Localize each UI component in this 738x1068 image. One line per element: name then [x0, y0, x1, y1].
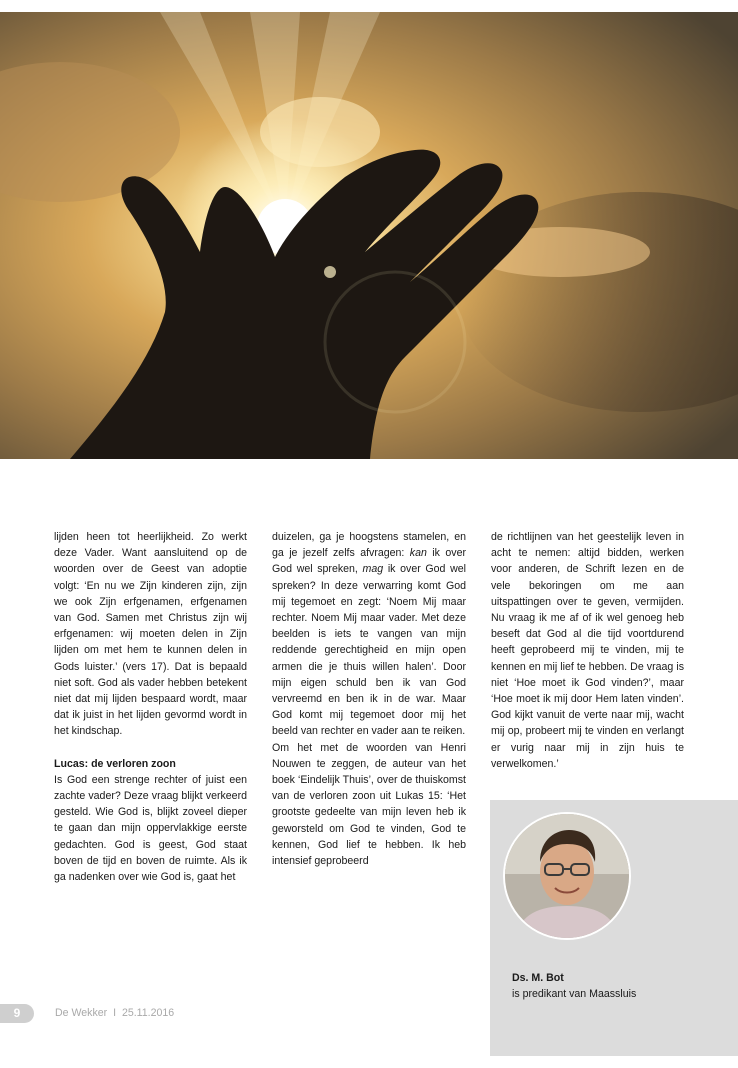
paragraph: Om het met de woorden van Henri Nouwen te zeggen, de auteur van het boek ‘Eindelijk Thuis’, over de thuiskomst van de verloren zoon uit Lukas 15: ‘Het grootste gedeelte van mijn leven heb ik geworsteld om God te vinden, God te kennen, God lief te hebben. Ik heb intensief geprobeerd	[272, 741, 466, 868]
article-column-2	[272, 529, 466, 869]
paragraph: de richtlijnen van het geestelijk leven in acht te nemen: altijd bidden, werken voor anderen, de Schrift lezen en de vele bekoringen om me aan uitspattingen over te geven, vermijden. Nu vraag ik me af of ik wel genoeg heb beseft dat God al die tijd voortdurend heeft geprobeerd mij te vinden, mij te kennen en mij lief te hebben. De vraag is niet ‘Hoe moet ik God vinden?’, maar ‘Hoe moet ik mij door Hem laten vinden’. God kijkt vanuit de verte naar mij, wacht mij op, probeert mij te vinden en verlangt er vurig naar mij in zijn huis te verwelkomen.’	[491, 531, 684, 770]
article-column-1	[54, 529, 247, 885]
publication-date: 25.11.2016	[121, 1007, 175, 1019]
footer-separator: I	[113, 1007, 117, 1019]
paragraph	[272, 529, 466, 740]
paragraph: Is God een strenge rechter of juist een zachte vader? Deze vraag blijkt verkeerd gesteld. Wie God is, blijkt zoveel dieper te gaan dan mijn oppervlakkige eerste gedachten. God is geest, God staat boven de tijd en boven de ruimte. Als ik ga nadenken over wie God is, gaat het	[54, 773, 247, 884]
text-run: ik over God wel spreken,	[272, 547, 466, 576]
footer-publication	[55, 1005, 174, 1021]
emphasis: kan	[409, 547, 427, 560]
author-portrait	[503, 812, 631, 940]
emphasis: mag	[362, 563, 384, 576]
publication-name: De Wekker	[55, 1007, 108, 1019]
hero-photo-hand-sunlight	[0, 12, 738, 459]
paragraph: lijden heen tot heerlijkheid. Zo werkt deze Vader. Want aansluitend op de woorden over de Geest van adoptie volgt: ‘En nu we Zijn kinderen zijn, zijn we ook Zijn erfgenamen, erfgenamen van God. Samen met Christus zijn wij erfgenamen: wij moeten delen in Zijn lijden om met hem te kunnen delen in Gods luister.’ (vers 17). Dat is bepaald niet soft. God als vader hebben betekent niet dat mij lijden bespaard wordt, maar dat ik juist in het lijden gevormd wordt in het kindschap.	[54, 531, 247, 738]
section-subheading: Lucas: de verloren zoon	[54, 757, 176, 770]
author-name: Ds. M. Bot	[512, 972, 564, 984]
text-run: duizelen, ga je hoogstens stamelen, en ga je jezelf zelfs afvragen:	[272, 531, 466, 560]
article-column-3	[491, 529, 684, 772]
text-run: ik over God wel spreken? In deze verwarring komt God mij tegemoet en zegt: ‘Noem Mij maar rechter. Noem Mij maar vader. Met deze beelden is iets te vangen van mijn reddende gerechtigheid en mijn open armen die je thuis willen halen’. Door mijn eigen schuld ben ik van God vervreemd en ben ik in de war. Maar God komt mij tegemoet door mij het beeld van rechter en vader aan te reiken.	[272, 563, 466, 738]
page-number: 9	[0, 1004, 34, 1023]
author-role: is predikant van Maassluis	[512, 988, 637, 1000]
